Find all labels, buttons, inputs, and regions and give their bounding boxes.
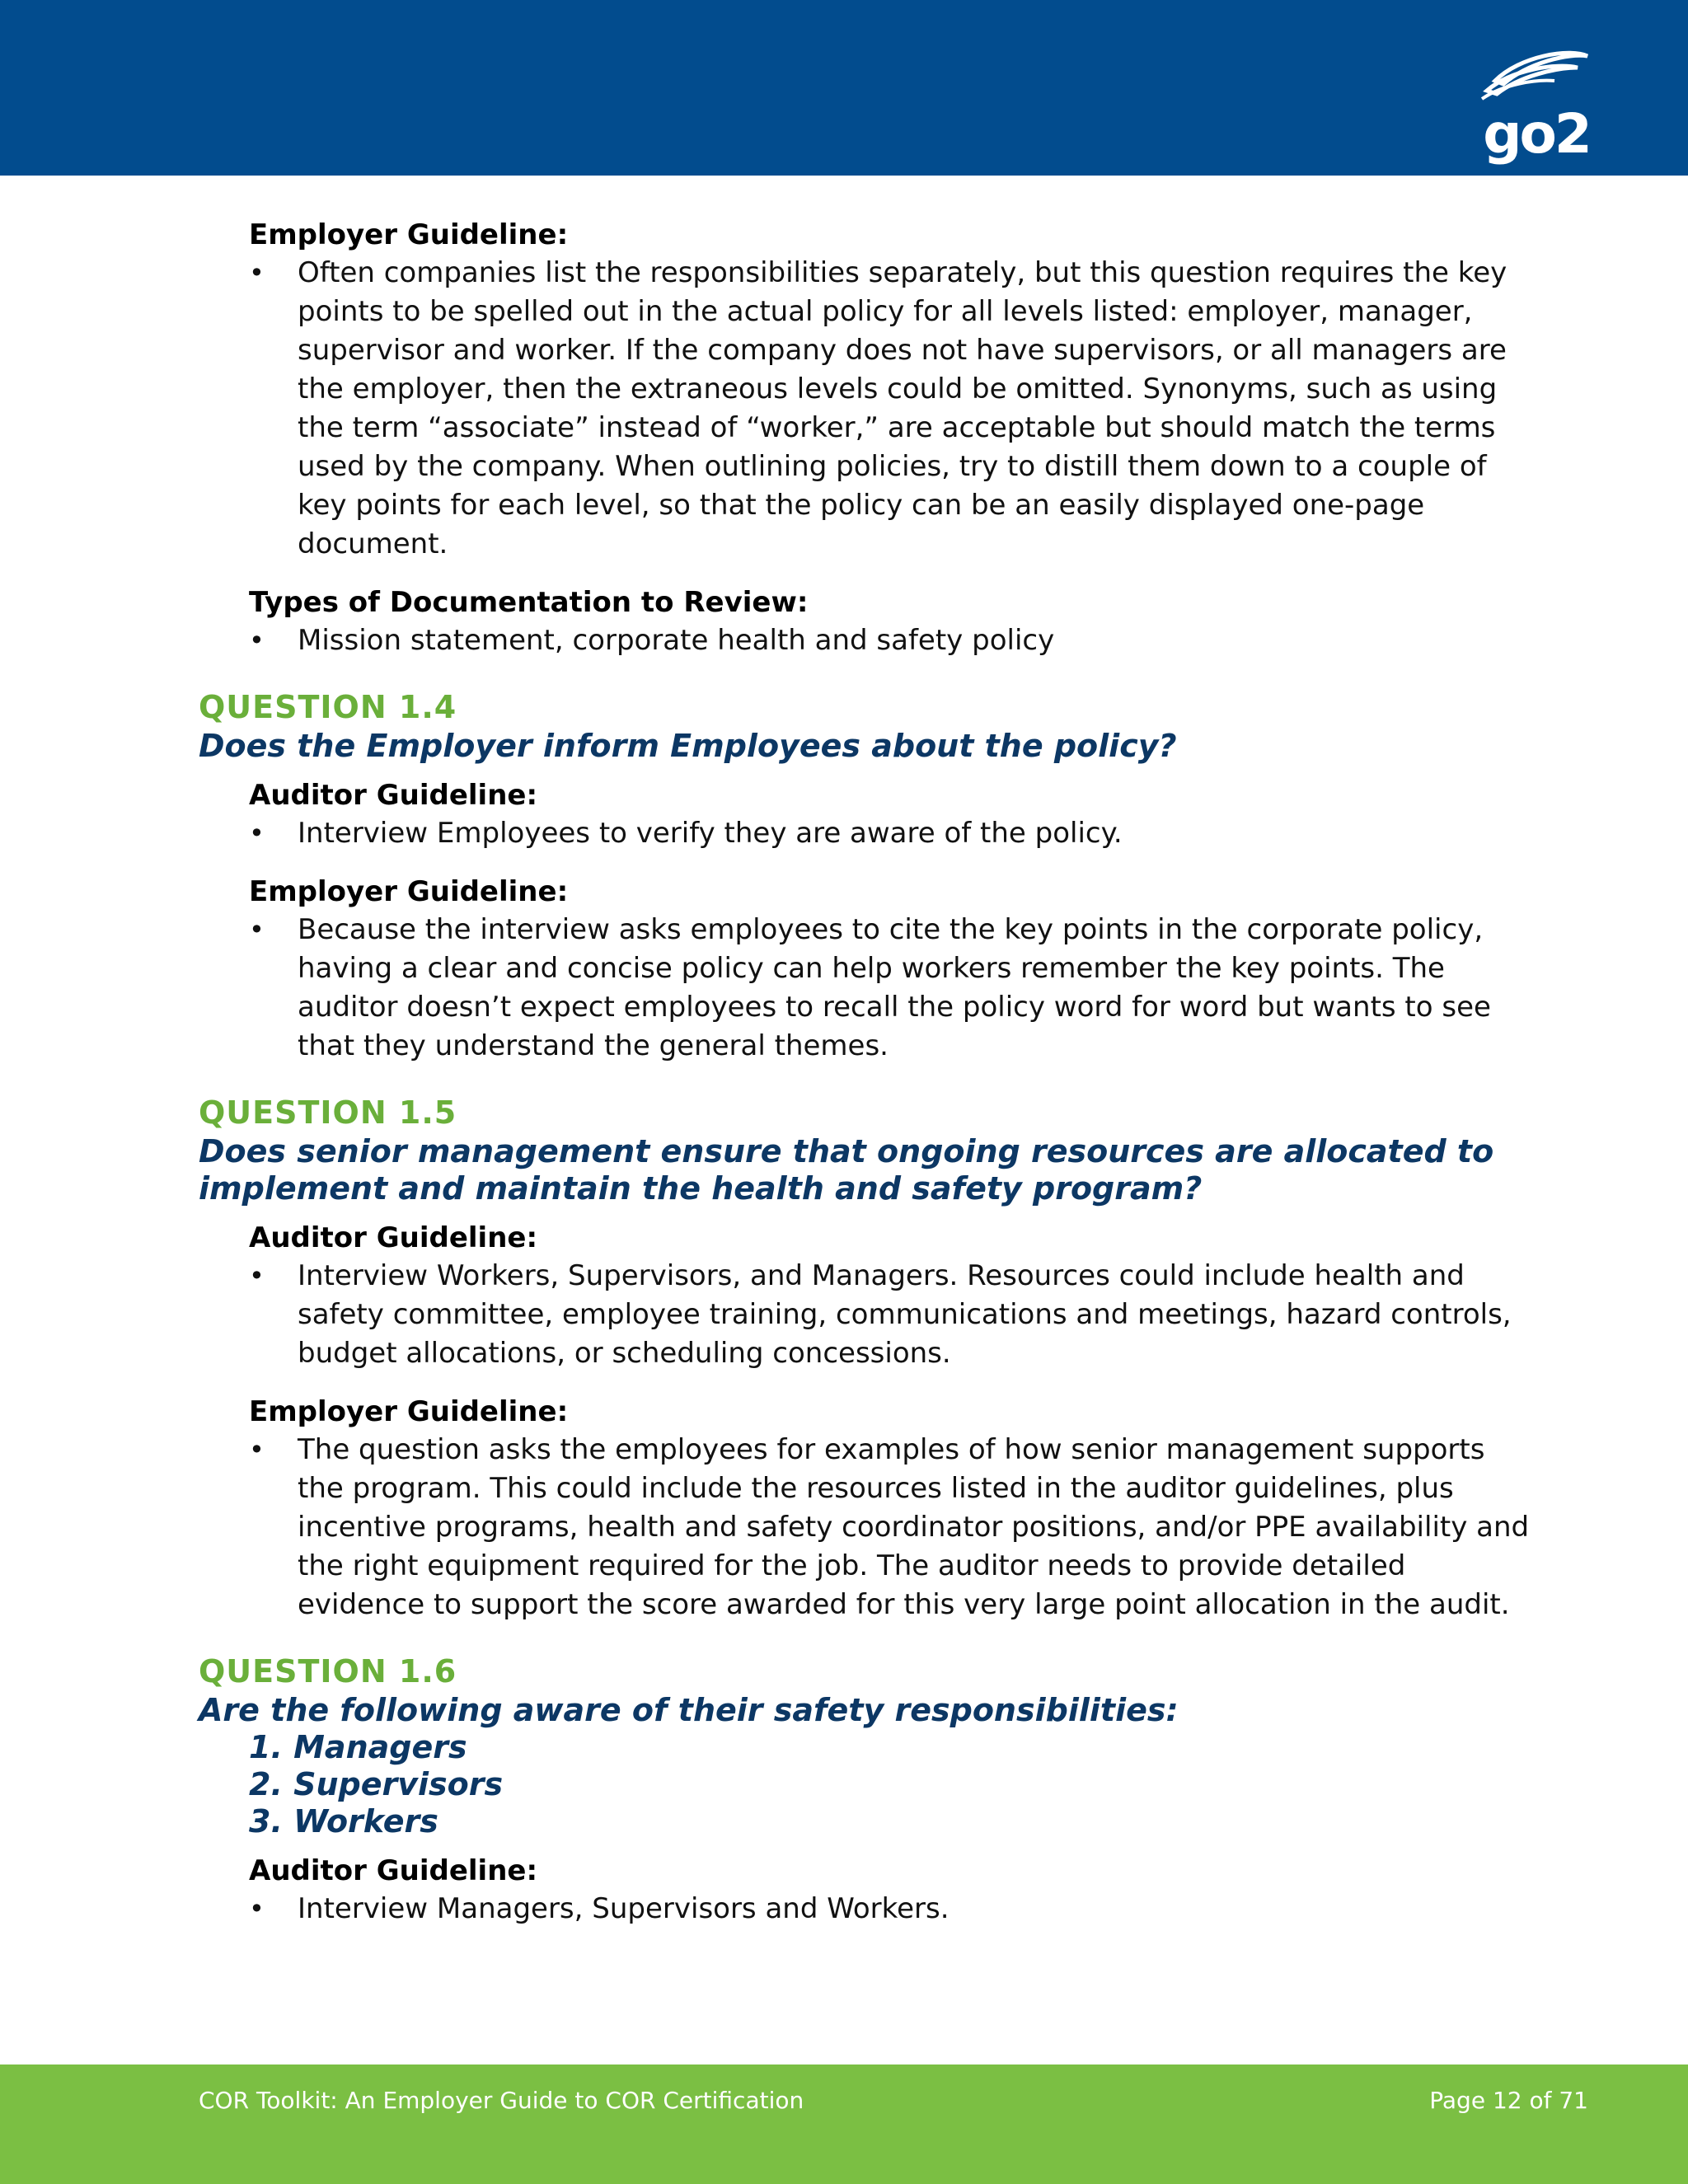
logo-text: go2 <box>1483 102 1590 166</box>
auditor-guideline-label: Auditor Guideline: <box>249 1221 538 1254</box>
list-item: • Mission statement, corporate health and safety policy <box>199 621 1534 660</box>
employer-guideline-list <box>199 1431 1534 1624</box>
question-text: Are the following aware of their safety responsibilities: <box>199 1692 1179 1728</box>
role-list-item: 2. Supervisors <box>249 1766 504 1802</box>
auditor-guideline-list <box>199 1890 1534 1929</box>
list-item: • The question asks the employees for examples of how senior management supports the program. This could include the resources listed in the auditor guidelines, plus incentive programs, health and safety coordinator positions, and/or PPE availability and the right equipment required for the job. The auditor needs to provide detailed evidence to support the score awarded for this very large point allocation in the audit. <box>199 1431 1534 1624</box>
question-text: Does senior management ensure that ongoing resources are allocated to implement and maintain the health and safety program? <box>199 1133 1494 1207</box>
footer-title: COR Toolkit: An Employer Guide to COR Certification <box>199 2087 804 2114</box>
question-number: QUESTION 1.5 <box>199 1094 457 1131</box>
page-header <box>0 0 1688 176</box>
page-footer <box>0 2064 1688 2184</box>
question-text: Does the Employer inform Employees about the policy? <box>199 728 1177 764</box>
list-item: • Interview Workers, Supervisors, and Managers. Resources could include health and safety committee, employee training, communications and meetings, hazard controls, budget allocations, or scheduling concessions. <box>199 1257 1534 1373</box>
go2-logo <box>1479 48 1594 166</box>
auditor-guideline-label: Auditor Guideline: <box>249 779 538 812</box>
role-list-item: 1. Managers <box>249 1729 467 1765</box>
employer-guideline-list <box>199 911 1534 1066</box>
documentation-list <box>199 621 1534 660</box>
auditor-guideline-list <box>199 814 1534 853</box>
auditor-guideline-label: Auditor Guideline: <box>249 1854 538 1887</box>
role-list <box>199 1729 1534 1840</box>
employer-guideline-label: Employer Guideline: <box>249 218 569 251</box>
list-item: • Interview Managers, Supervisors and Workers. <box>199 1890 1534 1929</box>
page-content <box>199 216 1534 1948</box>
employer-guideline-list <box>199 254 1534 564</box>
employer-guideline-label: Employer Guideline: <box>249 875 569 908</box>
list-item: • Interview Employees to verify they are aware of the policy. <box>199 814 1534 853</box>
role-list-item: 3. Workers <box>249 1803 438 1840</box>
swoosh-icon <box>1479 48 1594 105</box>
list-item: • Because the interview asks employees to cite the key points in the corporate policy, having a clear and concise policy can help workers remember the key points. The auditor doesn’t expect employees to recall the policy word for word but wants to see that they understand the general themes. <box>199 911 1534 1066</box>
list-item: • Often companies list the responsibilities separately, but this question requires the key points to be spelled out in the actual policy for all levels listed: employer, manager, supervisor and worker. If the company does not have supervisors, or all managers are the employer, then the extraneous levels could be omitted. Synonyms, such as using the term “associate” instead of “worker,” are acceptable but should match the terms used by the company. When outlining policies, try to distill them down to a couple of key points for each level, so that the policy can be an easily displayed one-page document. <box>199 254 1534 564</box>
page-number: Page 12 of 71 <box>1429 2087 1588 2114</box>
question-number: QUESTION 1.6 <box>199 1653 457 1690</box>
auditor-guideline-list <box>199 1257 1534 1373</box>
employer-guideline-label: Employer Guideline: <box>249 1395 569 1428</box>
question-number: QUESTION 1.4 <box>199 689 457 725</box>
documentation-label: Types of Documentation to Review: <box>249 586 809 619</box>
